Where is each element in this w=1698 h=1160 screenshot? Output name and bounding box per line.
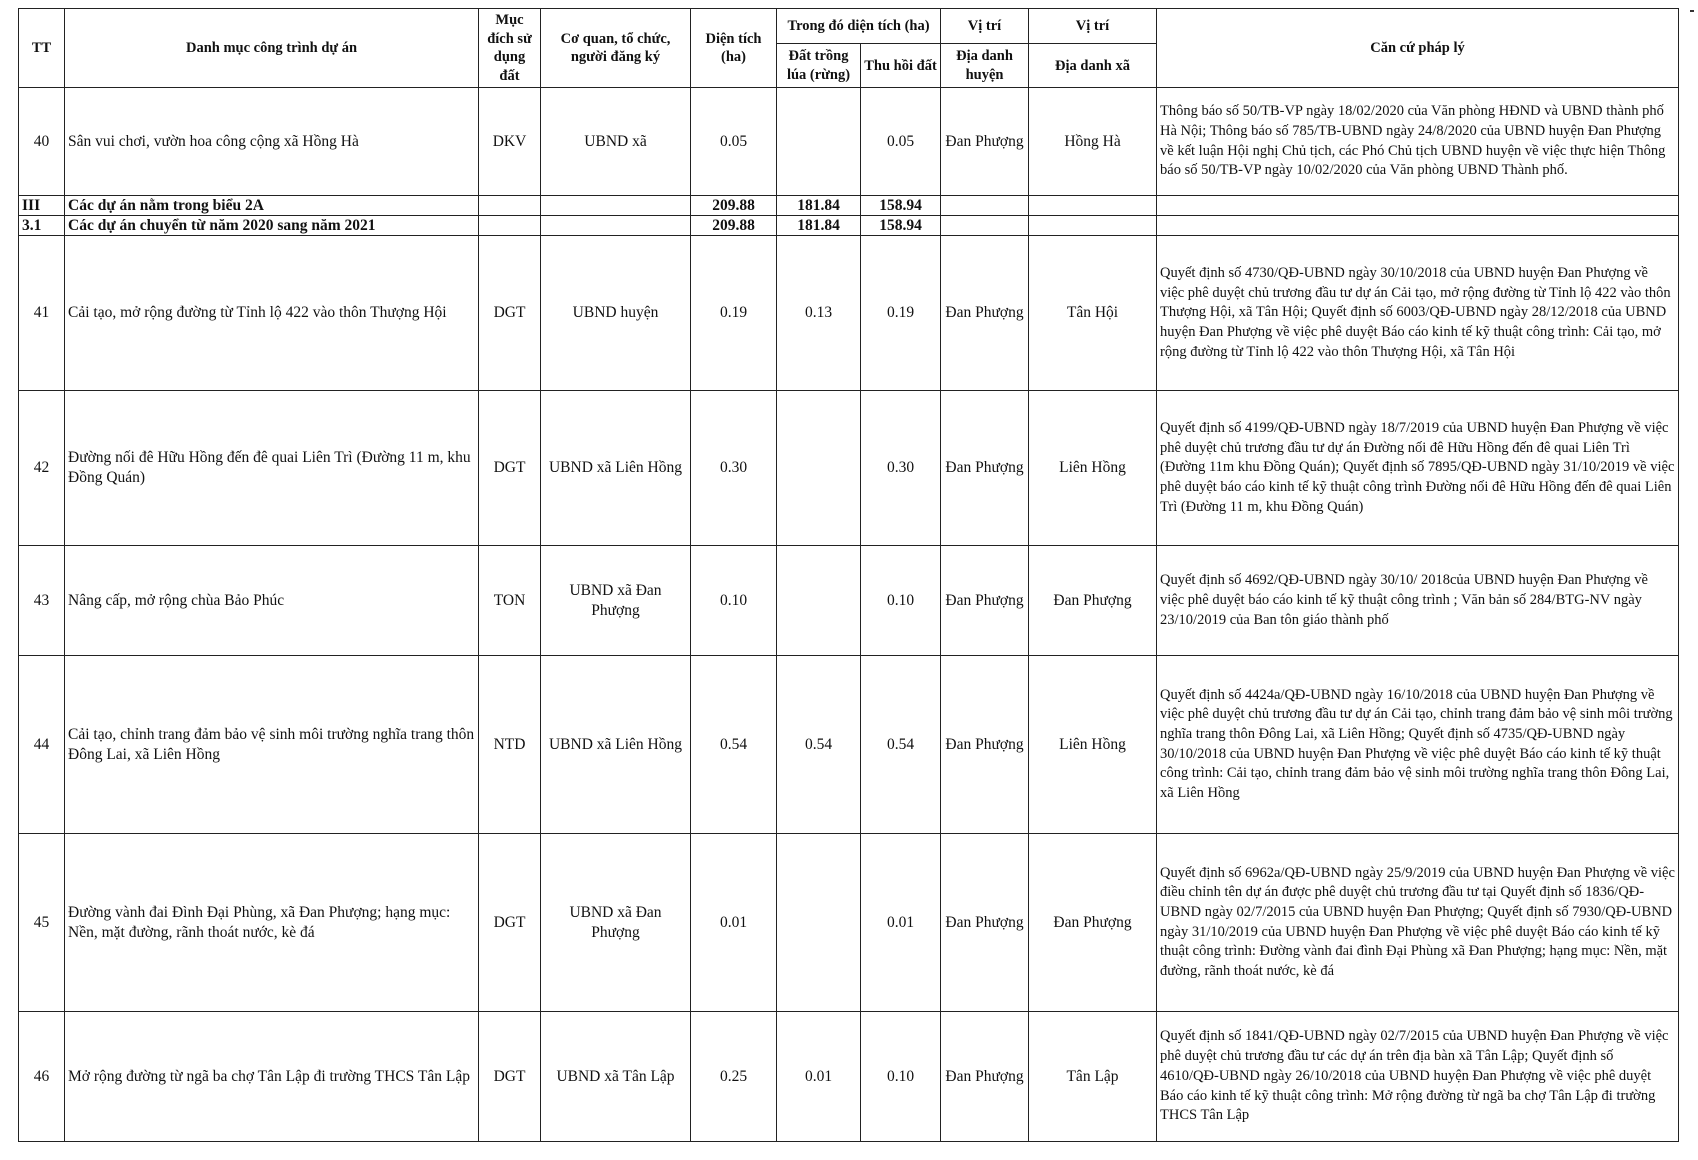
cell-name: Đường vành đai Đình Đại Phùng, xã Đan Phượng; hạng mục: Nền, mặt đường, rãnh thoát nước, kè đá <box>65 834 479 1012</box>
cell-agency: UBND xã <box>541 88 691 196</box>
cell-commune: Liên Hồng <box>1029 656 1157 834</box>
cell-tt: 3.1 <box>19 216 65 236</box>
cell-commune: Tân Lập <box>1029 1012 1157 1142</box>
cell-district <box>941 196 1029 216</box>
cell-area: 0.10 <box>691 546 777 656</box>
cell-tt: 44 <box>19 656 65 834</box>
cell-commune: Hồng Hà <box>1029 88 1157 196</box>
cell-area: 209.88 <box>691 196 777 216</box>
cell-commune: Tân Hội <box>1029 236 1157 391</box>
cell-agency: UBND xã Liên Hồng <box>541 656 691 834</box>
cell-legal: Thông báo số 50/TB-VP ngày 18/02/2020 của Văn phòng HĐND và UBND thành phố Hà Nội; Thông báo số 785/TB-UBND ngày 24/8/2020 của UBND huyện Đan Phượng về kết luận Hội nghị Chủ tịch, các Phó Chủ tịch UBND huyện về việc thực hiện Thông báo số 50/TB-VP ngày 10/02/2020 của Văn phòng UBND Thành phố. <box>1157 88 1679 196</box>
cell-recover: 0.10 <box>861 546 941 656</box>
document-page <box>18 8 1678 1142</box>
cell-name: Các dự án chuyển từ năm 2020 sang năm 2021 <box>65 216 479 236</box>
cell-legal: Quyết định số 4730/QĐ-UBND ngày 30/10/2018 của UBND huyện Đan Phượng về việc phê duyệt chủ trương đầu tư dự án Cải tạo, mở rộng đường từ Tỉnh lộ 422 vào thôn Thượng Hội, xã Tân Hội; Quyết định số 6003/QĐ-UBND ngày 28/12/2018 của UBND huyện Đan Phượng về việc phê duyệt Báo cáo kinh tế kỹ thuật công trình: Cải tạo, mở rộng đường từ Tỉnh lộ 422 vào thôn Thượng Hội, xã Tân Hội <box>1157 236 1679 391</box>
cell-recover: 0.54 <box>861 656 941 834</box>
cell-legal <box>1157 216 1679 236</box>
header-district: Địa danh huyện <box>941 44 1029 88</box>
header-legal: Căn cứ pháp lý <box>1157 9 1679 88</box>
cell-purpose: DGT <box>479 391 541 546</box>
cell-area: 0.05 <box>691 88 777 196</box>
cell-area: 0.30 <box>691 391 777 546</box>
cell-name: Cải tạo, mở rộng đường từ Tỉnh lộ 422 vào thôn Thượng Hội <box>65 236 479 391</box>
table-row <box>19 216 1679 236</box>
header-location-2: Vị trí <box>1029 9 1157 44</box>
cell-rice <box>777 88 861 196</box>
cell-recover: 0.30 <box>861 391 941 546</box>
header-tt: TT <box>19 9 65 88</box>
cell-purpose: DGT <box>479 236 541 391</box>
cell-district: Đan Phượng <box>941 391 1029 546</box>
cell-area: 0.19 <box>691 236 777 391</box>
cell-rice <box>777 834 861 1012</box>
header-of-which: Trong đó diện tích (ha) <box>777 9 941 44</box>
header-area: Diện tích (ha) <box>691 9 777 88</box>
table-row <box>19 546 1679 656</box>
cell-rice <box>777 546 861 656</box>
cell-district: Đan Phượng <box>941 236 1029 391</box>
table-row <box>19 88 1679 196</box>
cell-purpose: DKV <box>479 88 541 196</box>
cell-tt: 46 <box>19 1012 65 1142</box>
cell-purpose: DGT <box>479 1012 541 1142</box>
cell-rice: 181.84 <box>777 216 861 236</box>
cell-commune <box>1029 216 1157 236</box>
header-commune: Địa danh xã <box>1029 44 1157 88</box>
cell-tt: 40 <box>19 88 65 196</box>
cell-recover: 0.19 <box>861 236 941 391</box>
cell-agency: UBND xã Đan Phượng <box>541 546 691 656</box>
scan-mark <box>1690 10 1694 12</box>
cell-tt: III <box>19 196 65 216</box>
cell-rice: 0.13 <box>777 236 861 391</box>
header-rice: Đất trồng lúa (rừng) <box>777 44 861 88</box>
cell-rice: 0.01 <box>777 1012 861 1142</box>
table-row <box>19 656 1679 834</box>
cell-tt: 43 <box>19 546 65 656</box>
cell-purpose: DGT <box>479 834 541 1012</box>
cell-agency: UBND xã Liên Hồng <box>541 391 691 546</box>
cell-purpose <box>479 196 541 216</box>
cell-recover: 0.10 <box>861 1012 941 1142</box>
cell-area: 0.25 <box>691 1012 777 1142</box>
cell-district: Đan Phượng <box>941 1012 1029 1142</box>
header-name: Danh mục công trình dự án <box>65 9 479 88</box>
table-row <box>19 236 1679 391</box>
cell-commune: Đan Phượng <box>1029 546 1157 656</box>
cell-district: Đan Phượng <box>941 656 1029 834</box>
cell-district: Đan Phượng <box>941 546 1029 656</box>
table-row <box>19 196 1679 216</box>
cell-recover: 0.05 <box>861 88 941 196</box>
header-purpose: Mục đích sử dụng đất <box>479 9 541 88</box>
cell-recover: 158.94 <box>861 216 941 236</box>
cell-area: 0.54 <box>691 656 777 834</box>
cell-commune <box>1029 196 1157 216</box>
cell-district: Đan Phượng <box>941 834 1029 1012</box>
cell-purpose: TON <box>479 546 541 656</box>
header-location-1: Vị trí <box>941 9 1029 44</box>
table-row <box>19 834 1679 1012</box>
cell-agency <box>541 196 691 216</box>
cell-area: 0.01 <box>691 834 777 1012</box>
cell-agency: UBND xã Tân Lập <box>541 1012 691 1142</box>
cell-tt: 41 <box>19 236 65 391</box>
cell-district: Đan Phượng <box>941 88 1029 196</box>
cell-purpose <box>479 216 541 236</box>
table-row <box>19 1012 1679 1142</box>
header-recover: Thu hồi đất <box>861 44 941 88</box>
cell-agency: UBND huyện <box>541 236 691 391</box>
cell-purpose: NTD <box>479 656 541 834</box>
cell-legal: Quyết định số 4424a/QĐ-UBND ngày 16/10/2018 của UBND huyện Đan Phượng về việc phê duyệt chủ trương đầu tư dự án Cải tạo, chỉnh trang đảm bảo vệ sinh môi trường nghĩa trang thôn Đông Lai, xã Liên Hồng; Quyết định số 4735/QĐ-UBND ngày 30/10/2018 của UBND huyện Đan Phượng về việc phê duyệt Báo cáo kinh tế kỹ thuật công trình: Cải tạo, chỉnh trang đảm bảo vệ sinh môi trường nghĩa trang thôn Đông Lai, xã Liên Hồng <box>1157 656 1679 834</box>
cell-rice: 181.84 <box>777 196 861 216</box>
cell-area: 209.88 <box>691 216 777 236</box>
cell-name: Mở rộng đường từ ngã ba chợ Tân Lập đi trường THCS Tân Lập <box>65 1012 479 1142</box>
cell-legal: Quyết định số 6962a/QĐ-UBND ngày 25/9/2019 của UBND huyện Đan Phượng về việc điều chỉnh tên dự án được phê duyệt chủ trương đầu tư tại Quyết định số 1836/QĐ-UBND ngày 02/7/2015 của UBND huyện Đan Phượng; Quyết định số 7930/QĐ-UBND ngày 31/10/2019 của UBND huyện Đan Phượng về việc phê duyệt Báo cáo kinh tế kỹ thuật công trình: Đường vành đai đình Đại Phùng xã Đan Phượng; hạng mục: Nền, mặt đường, rãnh thoát nước, kè đá <box>1157 834 1679 1012</box>
cell-district <box>941 216 1029 236</box>
cell-legal: Quyết định số 4692/QĐ-UBND ngày 30/10/ 2018của UBND huyện Đan Phượng về việc phê duyệt báo cáo kinh tế kỹ thuật công trình ; Văn bản số 284/BTG-NV ngày 23/10/2019 của Ban tôn giáo thành phố <box>1157 546 1679 656</box>
cell-rice <box>777 391 861 546</box>
header-agency: Cơ quan, tổ chức, người đăng ký <box>541 9 691 88</box>
cell-legal: Quyết định số 1841/QĐ-UBND ngày 02/7/2015 của UBND huyện Đan Phượng về việc phê duyệt chủ trương đầu tư các dự án trên địa bàn xã Tân Lập; Quyết định số 4610/QĐ-UBND ngày 26/10/2018 của UBND huyện Đan Phượng về việc phê duyệt Báo cáo kinh tế kỹ thuật công trình: Mở rộng đường từ ngã ba chợ Tân Lập đi trường THCS Tân Lập <box>1157 1012 1679 1142</box>
cell-name: Đường nối đê Hữu Hồng đến đê quai Liên Trì (Đường 11 m, khu Đồng Quán) <box>65 391 479 546</box>
header-row-1 <box>19 9 1679 44</box>
cell-commune: Đan Phượng <box>1029 834 1157 1012</box>
cell-tt: 42 <box>19 391 65 546</box>
cell-agency: UBND xã Đan Phượng <box>541 834 691 1012</box>
cell-recover: 0.01 <box>861 834 941 1012</box>
cell-tt: 45 <box>19 834 65 1012</box>
cell-name: Sân vui chơi, vườn hoa công cộng xã Hồng Hà <box>65 88 479 196</box>
cell-legal: Quyết định số 4199/QĐ-UBND ngày 18/7/2019 của UBND huyện Đan Phượng về việc phê duyệt chủ trương đầu tư dự án Đường nối đê Hữu Hồng đến đê quai Liên Trì (Đường 11m khu Đồng Quán); Quyết định số 7895/QĐ-UBND ngày 31/10/2019 về việc phê duyệt báo cáo kinh tế kỹ thuật công trình Đường nối đê Hữu Hồng đến đê quai Liên Trì (Đường 11 m, khu Đồng Quán) <box>1157 391 1679 546</box>
cell-name: Các dự án nằm trong biểu 2A <box>65 196 479 216</box>
cell-name: Nâng cấp, mở rộng chùa Bảo Phúc <box>65 546 479 656</box>
table-row <box>19 391 1679 546</box>
cell-legal <box>1157 196 1679 216</box>
table-body <box>19 88 1679 1142</box>
cell-name: Cải tạo, chỉnh trang đảm bảo vệ sinh môi trường nghĩa trang thôn Đông Lai, xã Liên Hồng <box>65 656 479 834</box>
project-table <box>18 8 1679 1142</box>
cell-rice: 0.54 <box>777 656 861 834</box>
cell-commune: Liên Hồng <box>1029 391 1157 546</box>
cell-agency <box>541 216 691 236</box>
cell-recover: 158.94 <box>861 196 941 216</box>
